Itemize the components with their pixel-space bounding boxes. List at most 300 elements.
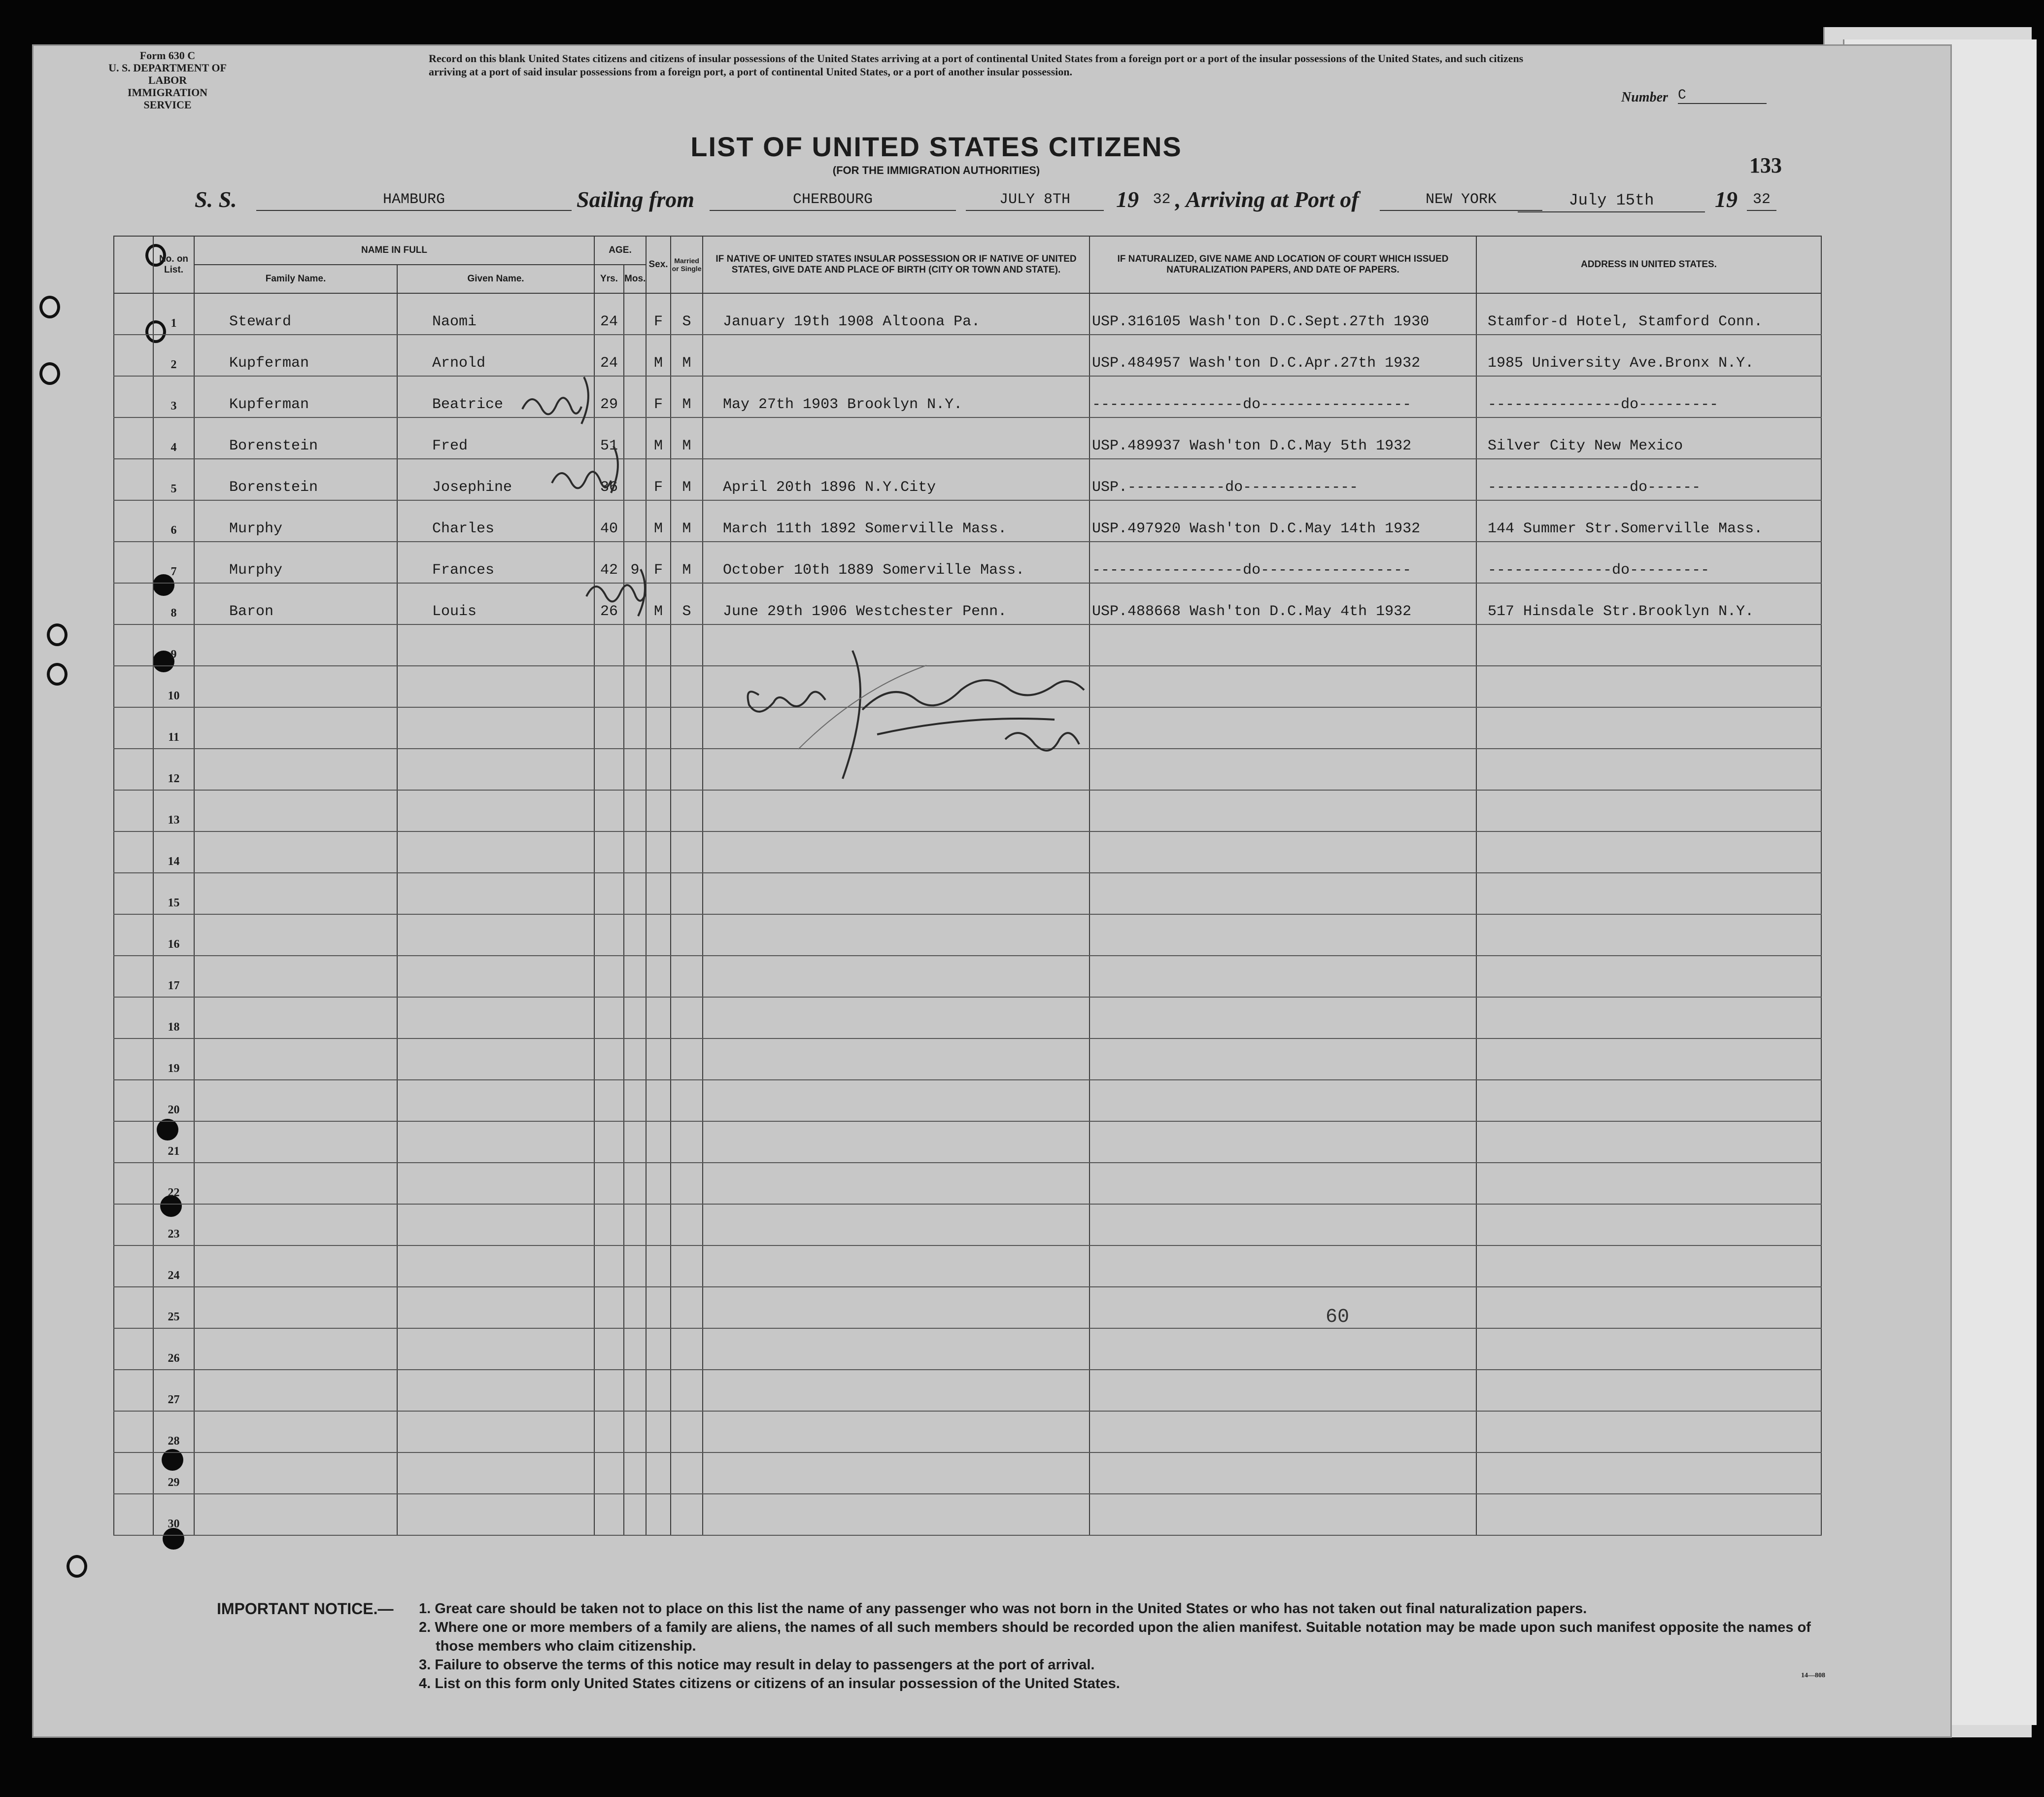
sex-cell [646,1245,671,1287]
table-row [114,1494,1821,1535]
inspector-signature [739,636,1124,794]
handwritten-wife-note [517,375,596,429]
marital-status-cell [671,1494,703,1535]
margin-cell [114,459,153,500]
margin-cell [114,1328,153,1370]
row-number-cell: 10 [153,666,194,707]
row-number-cell: 25 [153,1287,194,1328]
family-name-cell [194,1038,397,1080]
age-months-cell [624,293,646,335]
sex-cell: F [646,459,671,500]
row-number-cell: 2 [153,335,194,376]
naturalization-cell: -----------------do----------------- [1090,376,1476,417]
table-row [114,831,1821,873]
naturalization-cell: USP.316105 Wash'ton D.C.Sept.27th 1930 [1090,293,1476,335]
row-number-cell: 4 [153,417,194,459]
naturalization-cell: USP.-----------do------------- [1090,459,1476,500]
sex-cell: F [646,293,671,335]
given-name-cell [397,1411,594,1452]
age-years-cell [594,1411,624,1452]
year-prefix-sailing: 19 [1116,187,1139,212]
row-number-cell: 17 [153,956,194,997]
marital-status-cell [671,1038,703,1080]
header-naturalized: IF NATURALIZED, GIVE NAME AND LOCATION OF COURT WHICH ISSUED NATURALIZATION PAPERS, AND DATE OF PAPERS. [1090,236,1476,293]
family-name-cell [194,1411,397,1452]
age-years-cell: 36 [594,459,624,500]
birth-cell: January 19th 1908 Altoona Pa. [703,293,1090,335]
sex-cell [646,707,671,749]
birth-cell: May 27th 1903 Brooklyn N.Y. [703,376,1090,417]
marital-status-cell [671,997,703,1038]
sex-cell [646,873,671,914]
marital-status-cell [671,707,703,749]
age-years-cell [594,997,624,1038]
table-row [114,500,1821,542]
margin-cell [114,1121,153,1163]
address-cell [1476,1328,1821,1370]
page-number: 133 [1749,153,1782,177]
family-name-cell [194,707,397,749]
given-name-cell [397,831,594,873]
family-name-cell [194,1370,397,1411]
marital-status-cell [671,831,703,873]
given-name-cell [397,1163,594,1204]
birth-cell [703,1411,1090,1452]
number-label: Number [1621,90,1668,105]
sex-cell [646,624,671,666]
naturalization-cell [1090,666,1476,707]
family-name-cell [194,624,397,666]
table-row [114,1121,1821,1163]
address-cell [1476,749,1821,790]
naturalization-cell [1090,1287,1476,1328]
family-name-cell: Borenstein [194,459,397,500]
year-prefix-arrival: 19 [1715,187,1737,212]
sex-cell [646,666,671,707]
given-name-cell: Louis [397,583,594,624]
row-number-cell: 18 [153,997,194,1038]
given-name-cell [397,1121,594,1163]
header-given-name: Given Name. [397,265,594,293]
margin-cell [114,1287,153,1328]
given-name-cell [397,707,594,749]
age-months-cell [624,417,646,459]
row-number-cell: 16 [153,914,194,956]
family-name-cell [194,956,397,997]
margin-cell [114,1204,153,1245]
address-cell [1476,1121,1821,1163]
family-name-cell [194,790,397,831]
address-cell [1476,1245,1821,1287]
row-number-cell: 13 [153,790,194,831]
page-subtitle: (FOR THE IMMIGRATION AUTHORITIES) [832,164,1040,176]
header-yrs: Yrs. [594,265,624,293]
family-name-cell: Kupferman [194,335,397,376]
margin-cell [114,1038,153,1080]
record-instructions: Record on this blank United States citizens and citizens of insular possessions of the United States arriving at a port of continental United States from a foreign port or a port of the insular possessions of the United States, and such citizens arriving at a port of said insular possessions from a foreign port, a port of continental United States, or a port of another insular possession. [429,52,1524,78]
given-name-cell [397,666,594,707]
margin-cell [114,417,153,459]
table-row [114,1411,1821,1452]
row-number-cell: 1 [153,293,194,335]
row-number-cell: 9 [153,624,194,666]
given-name-cell: Naomi [397,293,594,335]
address-cell [1476,790,1821,831]
birth-cell [703,335,1090,376]
header-address: ADDRESS IN UNITED STATES. [1476,236,1821,293]
family-name-cell: Borenstein [194,417,397,459]
row-number-cell: 22 [153,1163,194,1204]
sex-cell [646,956,671,997]
age-months-cell [624,1287,646,1328]
sex-cell: M [646,583,671,624]
table-row [114,1452,1821,1494]
birth-cell [703,1038,1090,1080]
naturalization-cell [1090,1038,1476,1080]
marital-status-cell [671,1245,703,1287]
address-cell: Stamfor-d Hotel, Stamford Conn. [1476,293,1821,335]
family-name-cell [194,1452,397,1494]
family-name-cell: Steward [194,293,397,335]
birth-cell [703,1163,1090,1204]
family-name-cell [194,997,397,1038]
age-years-cell: 29 [594,376,624,417]
age-months-cell [624,1080,646,1121]
naturalization-cell [1090,1452,1476,1494]
handwritten-wife-note [581,567,650,621]
birth-cell [703,1370,1090,1411]
margin-cell [114,1080,153,1121]
row-number-cell: 24 [153,1245,194,1287]
given-name-cell [397,956,594,997]
birth-cell [703,1121,1090,1163]
naturalization-cell [1090,1204,1476,1245]
marital-status-cell [671,1328,703,1370]
handwritten-wife-note [547,444,626,498]
notice-item: 4. List on this form only United States citizens or citizens of an insular possession of the United States. [419,1676,1120,1692]
row-number-cell: 8 [153,583,194,624]
sex-cell [646,1494,671,1535]
row-number-cell: 15 [153,873,194,914]
sex-cell [646,914,671,956]
given-name-cell [397,914,594,956]
table-row [114,1287,1821,1328]
given-name-cell [397,1287,594,1328]
address-cell [1476,1080,1821,1121]
given-name-cell [397,790,594,831]
age-years-cell: 24 [594,293,624,335]
header-family-name: Family Name. [194,265,397,293]
margin-cell [114,335,153,376]
marital-status-cell [671,790,703,831]
table-row [114,376,1821,417]
table-row [114,914,1821,956]
page-title: LIST OF UNITED STATES CITIZENS [690,131,1182,162]
age-years-cell [594,873,624,914]
age-months-cell [624,1245,646,1287]
birth-cell: June 29th 1906 Westchester Penn. [703,583,1090,624]
sex-cell [646,1204,671,1245]
age-months-cell [624,1163,646,1204]
age-years-cell [594,831,624,873]
margin-cell [114,956,153,997]
marital-status-cell: M [671,500,703,542]
age-years-cell [594,1370,624,1411]
age-months-cell [624,873,646,914]
header-age: AGE. [594,236,646,265]
age-years-cell [594,666,624,707]
margin-cell [114,1163,153,1204]
age-months-cell [624,956,646,997]
birth-cell [703,1287,1090,1328]
family-name-cell [194,1328,397,1370]
age-years-cell [594,707,624,749]
address-cell [1476,956,1821,997]
given-name-cell: Frances [397,542,594,583]
naturalization-cell [1090,873,1476,914]
table-row [114,1204,1821,1245]
sex-cell [646,1370,671,1411]
margin-cell [114,1452,153,1494]
arrival-date: July 15th [1518,191,1705,212]
naturalization-cell [1090,831,1476,873]
naturalization-cell [1090,1328,1476,1370]
age-years-cell [594,1038,624,1080]
row-number-cell: 7 [153,542,194,583]
table-row [114,1328,1821,1370]
family-name-cell [194,914,397,956]
address-cell [1476,831,1821,873]
age-months-cell [624,500,646,542]
sailing-from-label: Sailing from [577,187,695,212]
address-cell [1476,1411,1821,1452]
notice-heading: IMPORTANT NOTICE.— [217,1600,394,1618]
sex-cell: M [646,500,671,542]
row-number-cell: 19 [153,1038,194,1080]
family-name-cell: Murphy [194,542,397,583]
birth-cell [703,873,1090,914]
marital-status-cell [671,1370,703,1411]
naturalization-cell: USP.488668 Wash'ton D.C.May 4th 1932 [1090,583,1476,624]
sex-cell [646,749,671,790]
ss-label: S. S. [195,187,237,212]
naturalization-cell [1090,1370,1476,1411]
row-number-cell: 30 [153,1494,194,1535]
margin-cell [114,624,153,666]
table-row [114,956,1821,997]
age-years-cell [594,1287,624,1328]
given-name-cell [397,1245,594,1287]
margin-cell [114,1494,153,1535]
table-row [114,1370,1821,1411]
row-number-cell: 3 [153,376,194,417]
age-months-cell [624,1121,646,1163]
marital-status-cell [671,1287,703,1328]
form-print-code: 14—808 [1801,1672,1825,1679]
notice-item: 2. Where one or more members of a family are aliens, the names of all such members should be recorded upon the alien manifest. Suitable notation may be made upon such manifest opposite the names of those members who claim citizenship. [419,1620,1811,1654]
age-years-cell [594,749,624,790]
sex-cell [646,1080,671,1121]
age-years-cell [594,1452,624,1494]
family-name-cell [194,873,397,914]
marital-status-cell [671,1163,703,1204]
header-birth: IF NATIVE OF UNITED STATES INSULAR POSSESSION OR IF NATIVE OF UNITED STATES, GIVE DATE AND PLACE OF BIRTH (CITY OR TOWN AND STATE). [703,236,1090,293]
family-name-cell [194,831,397,873]
age-months-cell [624,624,646,666]
margin-cell [114,583,153,624]
given-name-cell: Josephine [397,459,594,500]
age-months-cell [624,1328,646,1370]
sex-cell: M [646,417,671,459]
arrival-port: NEW YORK [1380,191,1542,211]
sex-cell [646,1287,671,1328]
sex-cell [646,831,671,873]
header-sex: Sex. [646,236,671,293]
age-years-cell [594,790,624,831]
sex-cell [646,1121,671,1163]
margin-cell [114,1411,153,1452]
passenger-manifest-table [113,236,1822,1536]
age-months-cell [624,790,646,831]
notice-item: 3. Failure to observe the terms of this notice may result in delay to passengers at the port of arrival. [419,1657,1095,1673]
marital-status-cell [671,1121,703,1163]
table-row [114,1038,1821,1080]
header-mos: Mos. [624,265,646,293]
address-cell: 144 Summer Str.Somerville Mass. [1476,500,1821,542]
binder-ring-hole [47,623,68,646]
row-number-cell: 14 [153,831,194,873]
naturalization-cell [1090,1245,1476,1287]
margin-column-header [114,236,153,293]
age-months-cell [624,997,646,1038]
margin-cell [114,873,153,914]
given-name-cell [397,749,594,790]
address-cell: ---------------do--------- [1476,376,1821,417]
birth-cell [703,1204,1090,1245]
address-cell [1476,997,1821,1038]
given-name-cell [397,1494,594,1535]
marital-status-cell: M [671,376,703,417]
naturalization-cell: USP.484957 Wash'ton D.C.Apr.27th 1932 [1090,335,1476,376]
birth-cell [703,1494,1090,1535]
age-months-cell: 9 [624,542,646,583]
age-years-cell [594,624,624,666]
family-name-cell: Baron [194,583,397,624]
age-years-cell: 51 [594,417,624,459]
birth-cell [703,1245,1090,1287]
birth-cell [703,831,1090,873]
table-row [114,873,1821,914]
naturalization-cell: -----------------do----------------- [1090,542,1476,583]
birth-cell: March 11th 1892 Somerville Mass. [703,500,1090,542]
row-number-cell: 5 [153,459,194,500]
naturalization-cell [1090,790,1476,831]
department-name: U. S. DEPARTMENT OF LABOR [108,62,227,86]
notice-item: 1. Great care should be taken not to place on this list the name of any passenger who was not born in the United States or who has not taken out final naturalization papers. [419,1601,1587,1617]
given-name-cell [397,873,594,914]
age-months-cell [624,376,646,417]
family-name-cell [194,1121,397,1163]
family-name-cell [194,666,397,707]
row-number-cell: 6 [153,500,194,542]
header-married-or-single: Married or Single [671,236,703,293]
stamped-number: 60 [1326,1306,1350,1328]
table-row [114,1245,1821,1287]
sex-cell [646,1038,671,1080]
margin-cell [114,500,153,542]
row-number-cell: 29 [153,1452,194,1494]
marital-status-cell [671,1452,703,1494]
age-years-cell: 26 [594,583,624,624]
address-cell [1476,1452,1821,1494]
birth-cell [703,417,1090,459]
family-name-cell [194,749,397,790]
birth-cell [703,790,1090,831]
sex-cell: M [646,335,671,376]
number-value: C [1678,88,1767,104]
address-cell: 517 Hinsdale Str.Brooklyn N.Y. [1476,583,1821,624]
sex-cell: F [646,376,671,417]
marital-status-cell: S [671,583,703,624]
address-cell: Silver City New Mexico [1476,417,1821,459]
age-years-cell [594,956,624,997]
marital-status-cell [671,624,703,666]
age-months-cell [624,914,646,956]
binder-ring-hole [47,663,68,686]
address-cell [1476,1038,1821,1080]
row-number-cell: 26 [153,1328,194,1370]
address-cell: 1985 University Ave.Bronx N.Y. [1476,335,1821,376]
naturalization-cell [1090,624,1476,666]
margin-cell [114,831,153,873]
margin-cell [114,707,153,749]
birth-cell: April 20th 1896 N.Y.City [703,459,1090,500]
family-name-cell: Murphy [194,500,397,542]
sex-cell [646,1411,671,1452]
age-months-cell [624,1494,646,1535]
sex-cell [646,790,671,831]
age-months-cell [624,1411,646,1452]
age-months-cell [624,831,646,873]
naturalization-cell [1090,1494,1476,1535]
form-number: Form 630 C [139,49,196,62]
marital-status-cell: M [671,335,703,376]
marital-status-cell: M [671,417,703,459]
ship-name: HAMBURG [256,191,572,211]
table-row [114,542,1821,583]
header-name-in-full: NAME IN FULL [194,236,594,265]
year-suffix-sailing: 32 [1153,191,1171,208]
table-row [114,1080,1821,1121]
age-months-cell [624,749,646,790]
naturalization-cell [1090,956,1476,997]
row-number-cell: 27 [153,1370,194,1411]
marital-status-cell [671,914,703,956]
table-row [114,1163,1821,1204]
address-cell [1476,873,1821,914]
age-years-cell [594,1121,624,1163]
given-name-cell [397,1204,594,1245]
sex-cell [646,997,671,1038]
naturalization-cell [1090,707,1476,749]
age-months-cell [624,1038,646,1080]
sailing-port: CHERBOURG [710,191,956,211]
address-cell [1476,1204,1821,1245]
table-row [114,459,1821,500]
margin-cell [114,914,153,956]
margin-cell [114,997,153,1038]
family-name-cell [194,1204,397,1245]
